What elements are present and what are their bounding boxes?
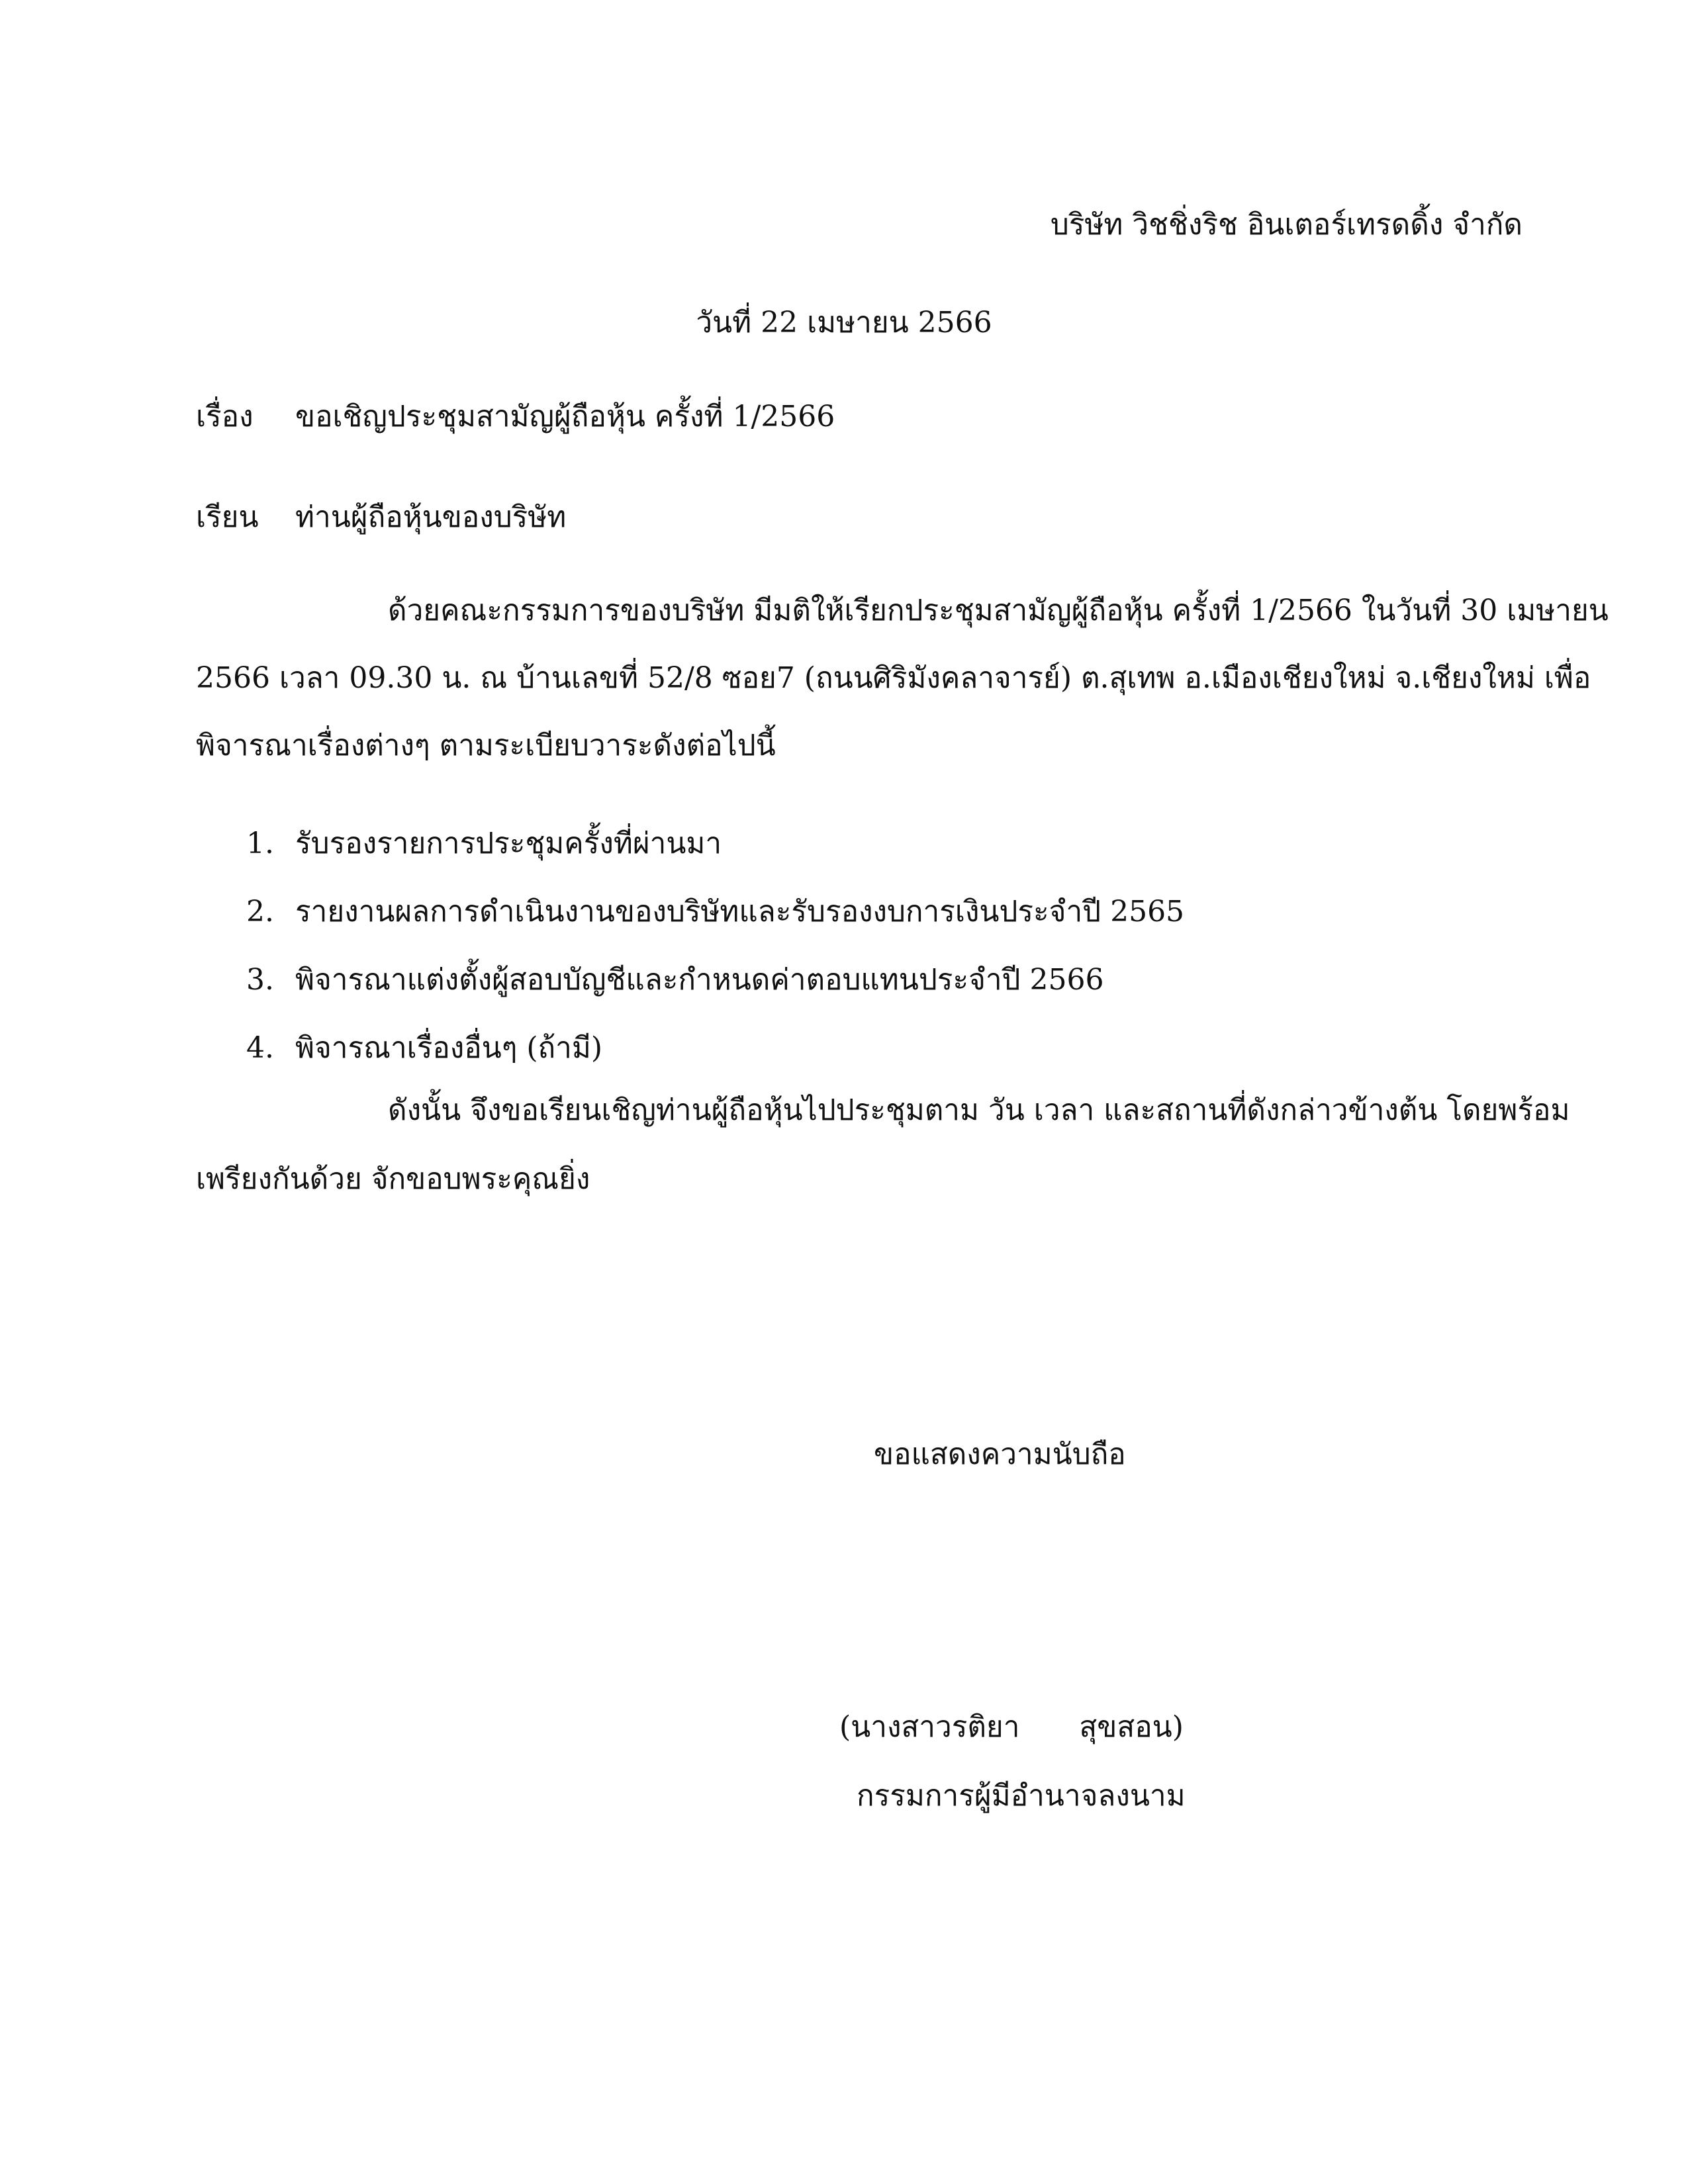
- closing-salutation: ขอแสดงความนับถือ: [874, 1437, 1126, 1471]
- paragraph-2-line-1: ดังนั้น จึงขอเรียนเชิญท่านผู้ถือหุ้นไปประชุมตาม วัน เวลา และสถานที่ดังกล่าวข้างต้น โดยพร้อม: [388, 1093, 1570, 1127]
- recipient-label: เรียน: [196, 500, 259, 534]
- agenda-number-1: 1.: [246, 827, 274, 860]
- paragraph-1-line-2: 2566 เวลา 09.30 น. ณ บ้านเลขที่ 52/8 ซอย7 (ถนนศิริมังคลาจารย์) ต.สุเทพ อ.เมืองเชียงใหม่ จ.เชียงใหม่ เพื่อ: [196, 661, 1591, 695]
- subject-text: ขอเชิญประชุมสามัญผู้ถือหุ้น ครั้งที่ 1/2566: [295, 400, 835, 433]
- paragraph-1-line-1: ด้วยคณะกรรมการของบริษัท มีมติให้เรียกประชุมสามัญผู้ถือหุ้น ครั้งที่ 1/2566 ในวันที่ 30 เมษายน: [388, 594, 1609, 627]
- agenda-number-4: 4.: [246, 1031, 274, 1065]
- agenda-item-1: รับรองรายการประชุมครั้งที่ผ่านมา: [295, 827, 722, 860]
- letter-date: วันที่ 22 เมษายน 2566: [696, 306, 992, 340]
- signatory-last-name: สุขสอน): [1079, 1710, 1184, 1744]
- agenda-number-3: 3.: [246, 963, 274, 997]
- paragraph-2-line-2: เพรียงกันด้วย จักขอบพระคุณยิ่ง: [196, 1162, 590, 1196]
- agenda-item-2: รายงานผลการดำเนินงานของบริษัทและรับรองงบการเงินประจำปี 2565: [295, 895, 1185, 929]
- agenda-item-3: พิจารณาแต่งตั้งผู้สอบบัญชีและกำหนดค่าตอบแทนประจำปี 2566: [295, 963, 1104, 997]
- signatory-name: [839, 1707, 1184, 1747]
- paragraph-1-line-3: พิจารณาเรื่องต่างๆ ตามระเบียบวาระดังต่อไปนี้: [196, 729, 776, 762]
- agenda-number-2: 2.: [246, 895, 274, 929]
- signatory-first-name: (นางสาวรติยา: [839, 1710, 1020, 1744]
- signatory-title: กรรมการผู้มีอำนาจลงนาม: [857, 1779, 1186, 1813]
- company-name: บริษัท วิชชิ่งริช อินเตอร์เทรดดิ้ง จำกัด: [1050, 208, 1523, 242]
- subject-label: เรื่อง: [196, 400, 254, 433]
- recipient-text: ท่านผู้ถือหุ้นของบริษัท: [295, 500, 567, 534]
- agenda-item-4: พิจารณาเรื่องอื่นๆ (ถ้ามี): [295, 1031, 603, 1065]
